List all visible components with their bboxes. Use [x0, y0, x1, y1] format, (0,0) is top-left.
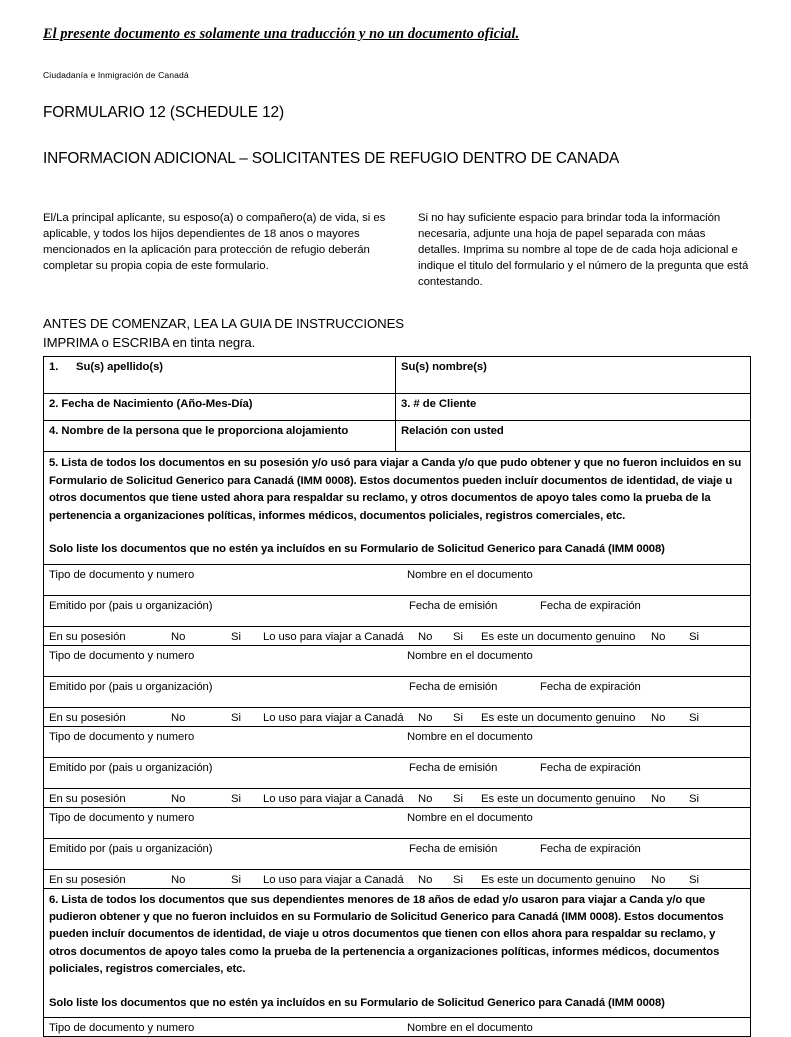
before-begin-instructions [43, 314, 750, 352]
option-possession-si[interactable]: Si [231, 630, 241, 643]
doc4-issued-cell[interactable] [44, 838, 751, 869]
label-genuine-document: Es este un documento genuino [481, 792, 636, 805]
label-doc-name: Nombre en el documento [407, 811, 533, 824]
label-doc-type: Tipo de documento y numero [49, 730, 195, 743]
question-5-paragraph: 5. Lista de todos los documentos en su posesión y/o usó para viajar a Canda y/o que pudo obtener y que no fueron incluidos en su Formulario de Solicitud Generico para Canadá (IMM 0008). Estos documentos pueden incluír documentos de identidad, de viaje u otros documentos que tiene usted ahora para respaldar su reclamo, y otros documentos de apoyo tales como la prueba de la pertenencia a organizaciones políticas, informes médicos, documentos policiales, registros comerciales, etc. [49, 457, 742, 522]
option-genuine-no[interactable]: No [651, 630, 666, 643]
label-doc-expiry-date: Fecha de expiración [540, 842, 641, 855]
label-doc-expiry-date: Fecha de expiración [540, 761, 641, 774]
label-used-to-travel: Lo uso para viajar a Canadá [263, 873, 404, 886]
label-doc-issue-date: Fecha de emisión [409, 599, 498, 612]
table-row-doc2-type [44, 645, 751, 676]
table-row-doc4-possession [44, 869, 751, 888]
label-surname: Su(s) apellido(s) [76, 361, 164, 374]
label-genuine-document: Es este un documento genuino [481, 630, 636, 643]
label-in-possession: En su posesión [49, 873, 126, 886]
label-in-possession: En su posesión [49, 792, 126, 805]
label-given-name: Su(s) nombre(s) [401, 361, 487, 374]
option-travel-no[interactable]: No [418, 792, 433, 805]
option-travel-no[interactable]: No [418, 873, 433, 886]
label-doc-issue-date: Fecha de emisión [409, 680, 498, 693]
table-row-doc1-issued [44, 595, 751, 626]
label-relationship: Relación con usted [401, 425, 504, 438]
field-cell-client-number[interactable] [396, 394, 751, 421]
question-5-note: Solo liste los documentos que no estén ya incluídos en su Formulario de Solicitud Generico para Canadá (IMM 0008) [49, 543, 665, 556]
doc2-type-cell[interactable] [44, 645, 751, 676]
table-row-doc3-issued [44, 757, 751, 788]
doc2-possession-cell[interactable] [44, 707, 751, 726]
table-row-doc3-possession [44, 788, 751, 807]
table-row-surnames [44, 357, 751, 394]
label-doc-type: Tipo de documento y numero [49, 811, 195, 824]
label-doc-expiry-date: Fecha de expiración [540, 599, 641, 612]
option-travel-no[interactable]: No [418, 630, 433, 643]
table-row-doc4-issued [44, 838, 751, 869]
label-doc-type: Tipo de documento y numero [49, 1021, 195, 1034]
option-genuine-si[interactable]: Si [689, 711, 699, 724]
label-doc-expiry-date: Fecha de expiración [540, 680, 641, 693]
table-row-doc1-type [44, 564, 751, 595]
label-doc-issued-by: Emitido por (pais u organización) [49, 842, 213, 855]
field-cell-accommodation-provider[interactable] [44, 421, 396, 452]
option-travel-si[interactable]: Si [453, 792, 463, 805]
translation-disclaimer: El presente documento es solamente una traducción y no un documento oficial. [43, 26, 520, 42]
label-accommodation-provider: 4. Nombre de la persona que le proporciona alojamiento [49, 425, 349, 438]
field-cell-given-name[interactable] [396, 357, 751, 394]
option-genuine-si[interactable]: Si [689, 630, 699, 643]
label-birthdate: 2. Fecha de Nacimiento (Año-Mes-Día) [49, 398, 253, 411]
agency-name: Ciudadanía e Inmigración de Canadá [43, 70, 189, 80]
option-genuine-no[interactable]: No [651, 792, 666, 805]
question-5-cell [44, 452, 751, 564]
option-genuine-no[interactable]: No [651, 873, 666, 886]
table-row-doc5-type [44, 1017, 751, 1036]
doc4-possession-cell[interactable] [44, 869, 751, 888]
table-row-doc3-type [44, 726, 751, 757]
table-row-doc2-issued [44, 676, 751, 707]
option-possession-no[interactable]: No [171, 792, 186, 805]
form-subtitle: INFORMACION ADICIONAL – SOLICITANTES DE REFUGIO DENTRO DE CANADA [43, 150, 620, 167]
doc1-issued-cell[interactable] [44, 595, 751, 626]
field-cell-relationship[interactable] [396, 421, 751, 452]
doc1-possession-cell[interactable] [44, 626, 751, 645]
doc3-possession-cell[interactable] [44, 788, 751, 807]
label-doc-issue-date: Fecha de emisión [409, 842, 498, 855]
question-6-paragraph: 6. Lista de todos los documentos que sus dependientes menores de 18 años de edad y/o usaron para viajar a Canda y/o que pudieron obtener y que no fueron incluidos en su Formulario de Solicitud Generico para Canadá (IMM 0008). Estos documentos pueden incluír documentos de identidad, de viaje u otros documentos que tienen con ellos ahora para respaldar su reclamo, y otros documentos de apoyo tales como la prueba de la pertenencia a organizaciones políticas, informes médicos, documentos policiales, registros comerciales, etc. [49, 893, 724, 976]
label-doc-issue-date: Fecha de emisión [409, 761, 498, 774]
doc5-type-cell[interactable] [44, 1017, 751, 1036]
doc3-issued-cell[interactable] [44, 757, 751, 788]
label-doc-issued-by: Emitido por (pais u organización) [49, 680, 213, 693]
before-begin-line-1: ANTES DE COMENZAR, LEA LA GUIA DE INSTRUCCIONES [43, 316, 404, 332]
label-used-to-travel: Lo uso para viajar a Canadá [263, 630, 404, 643]
option-possession-si[interactable]: Si [231, 711, 241, 724]
label-doc-name: Nombre en el documento [407, 649, 533, 662]
option-travel-si[interactable]: Si [453, 630, 463, 643]
label-in-possession: En su posesión [49, 630, 126, 643]
field-cell-birthdate[interactable] [44, 394, 396, 421]
intro-paragraph-left: El/La principal aplicante, su esposo(a) o compañero(a) de vida, si es aplicable, y todos los hijos dependientes de 18 anos o mayores mencionados en la aplicación para protección de refugio deberán completar su propia copia de este formulario. [43, 212, 386, 273]
option-genuine-no[interactable]: No [651, 711, 666, 724]
table-row-doc1-possession [44, 626, 751, 645]
before-begin-line-2: IMPRIMA o ESCRIBA en tinta negra. [43, 335, 256, 351]
option-possession-no[interactable]: No [171, 711, 186, 724]
option-travel-no[interactable]: No [418, 711, 433, 724]
label-doc-name: Nombre en el documento [407, 730, 533, 743]
option-possession-si[interactable]: Si [231, 873, 241, 886]
label-genuine-document: Es este un documento genuino [481, 711, 636, 724]
label-used-to-travel: Lo uso para viajar a Canadá [263, 711, 404, 724]
table-row-question-6 [44, 888, 751, 1017]
option-travel-si[interactable]: Si [453, 873, 463, 886]
label-doc-type: Tipo de documento y numero [49, 649, 195, 662]
table-row-birthdate [44, 394, 751, 421]
label-doc-name: Nombre en el documento [407, 1021, 533, 1034]
page-content [43, 0, 750, 1037]
label-doc-issued-by: Emitido por (pais u organización) [49, 599, 213, 612]
question-6-cell [44, 888, 751, 1017]
question-number-1: 1. [49, 361, 59, 374]
intro-columns [43, 210, 750, 290]
table-row-doc4-type [44, 807, 751, 838]
doc4-type-cell[interactable] [44, 807, 751, 838]
label-used-to-travel: Lo uso para viajar a Canadá [263, 792, 404, 805]
doc2-issued-cell[interactable] [44, 676, 751, 707]
option-genuine-si[interactable]: Si [689, 873, 699, 886]
form-title: FORMULARIO 12 (SCHEDULE 12) [43, 104, 285, 121]
form-table [43, 356, 751, 1036]
option-travel-si[interactable]: Si [453, 711, 463, 724]
doc1-type-cell[interactable] [44, 564, 751, 595]
label-doc-name: Nombre en el documento [407, 568, 533, 581]
intro-paragraph-right: Si no hay suficiente espacio para brindar toda la información necesaria, adjunte una hoja de papel separada con máas detalles. Imprima su nombre al tope de de cada hoja adicional e indique el titulo del formulario y el número de la pregunta que está contestando. [418, 212, 749, 289]
label-genuine-document: Es este un documento genuino [481, 873, 636, 886]
option-possession-no[interactable]: No [171, 630, 186, 643]
label-client-number: 3. # de Cliente [401, 398, 477, 411]
label-in-possession: En su posesión [49, 711, 126, 724]
option-possession-si[interactable]: Si [231, 792, 241, 805]
option-genuine-si[interactable]: Si [689, 792, 699, 805]
table-row-accommodation [44, 421, 751, 452]
option-possession-no[interactable]: No [171, 873, 186, 886]
question-6-note: Solo liste los documentos que no estén ya incluídos en su Formulario de Solicitud Generico para Canadá (IMM 0008) [49, 996, 665, 1009]
field-cell-surname[interactable] [44, 357, 396, 394]
label-doc-type: Tipo de documento y numero [49, 568, 195, 581]
table-row-question-5 [44, 452, 751, 564]
table-row-doc2-possession [44, 707, 751, 726]
label-doc-issued-by: Emitido por (pais u organización) [49, 761, 213, 774]
doc3-type-cell[interactable] [44, 726, 751, 757]
